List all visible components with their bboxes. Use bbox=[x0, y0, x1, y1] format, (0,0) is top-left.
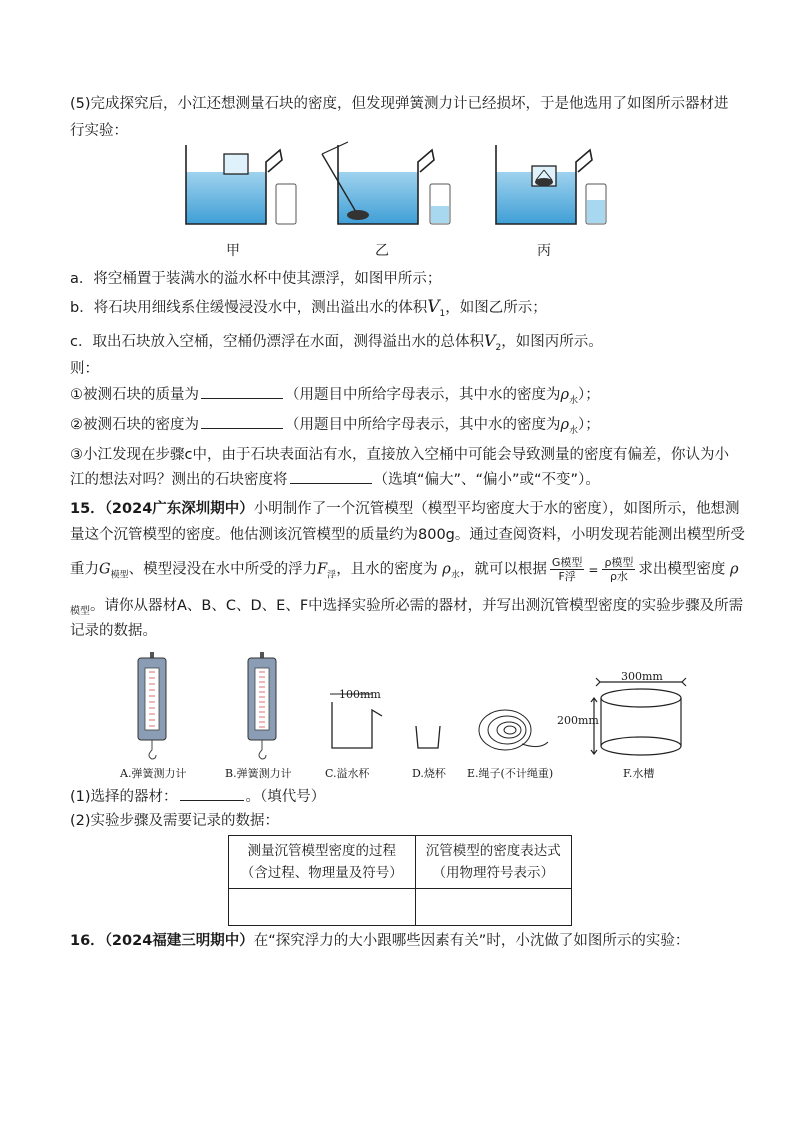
apparatus-label-b: B.弹簧测力计 bbox=[225, 767, 292, 780]
part5-intro-line2: 行实验： bbox=[70, 123, 128, 139]
question-2: ②被测石块的密度为 （用题目中所给字母表示，其中水的密度为$\rho_水$）； bbox=[70, 414, 600, 442]
apparatus-label-f: F.水槽 bbox=[623, 767, 655, 780]
step-c: c．取出石块放入空桶，空桶仍漂浮在水面，测得溢出水的总体积$V_2$，如图丙所示。 bbox=[70, 331, 603, 353]
rope-coil-icon bbox=[479, 710, 548, 750]
q15-line2: 量这个沉管模型的密度。他估测该沉管模型的质量约为800g。通过查阅资料，小明发现若能测出模型所受 bbox=[70, 527, 745, 543]
q15-sub1: (1)选择的器材： 。（填代号） bbox=[70, 786, 325, 808]
cup-dimension: 100mm bbox=[339, 688, 381, 701]
question-1: ①被测石块的质量为 （用题目中所给字母表示，其中水的密度为$\rho_水$）； bbox=[70, 384, 600, 412]
q15-line5: 记录的数据。 bbox=[70, 623, 157, 639]
blank-3[interactable] bbox=[290, 469, 372, 484]
q15-sub2: (2)实验步骤及需要记录的数据： bbox=[70, 813, 280, 829]
blank-1[interactable] bbox=[201, 384, 283, 399]
table-header-expression: 沉管模型的密度表达式 （用物理符号表示） bbox=[415, 836, 571, 889]
water-tank-icon bbox=[591, 678, 686, 755]
figure-yi bbox=[322, 142, 450, 224]
apparatus-label-c: C.溢水杯 bbox=[325, 767, 370, 780]
figure-label-yi: 乙 bbox=[375, 243, 389, 259]
apparatus-figure bbox=[120, 650, 700, 768]
blank-2[interactable] bbox=[201, 414, 283, 429]
q16-line: 16．（2024福建三明期中）在“探究浮力的大小跟哪些因素有关”时，小沈做了如图所示的实验： bbox=[70, 933, 690, 949]
figure-jia bbox=[186, 145, 296, 224]
figure-bing bbox=[496, 145, 606, 224]
overflow-experiment-figure bbox=[180, 140, 620, 265]
step-a: a．将空桶置于装满水的溢水杯中使其漂浮，如图甲所示； bbox=[70, 271, 442, 287]
question-3-line1: ③小江发现在步骤c中，由于石块表面沾有水，直接放入空桶中可能会导致测量的密度有偏差，你认为小 bbox=[70, 447, 729, 463]
equipment-blank[interactable] bbox=[180, 786, 244, 801]
spring-scale-b-icon bbox=[248, 652, 276, 759]
tank-width-dimension: 300mm bbox=[621, 670, 663, 683]
q15-line1: 15．（2024广东深圳期中）小明制作了一个沉管模型（模型平均密度大于水的密度），如图所示，他想测 bbox=[70, 501, 740, 517]
figure-label-bing: 丙 bbox=[537, 243, 551, 259]
record-table bbox=[228, 835, 572, 926]
fraction-g-over-f: $\frac{\text{G模型}}{\text{F浮}}$ bbox=[551, 556, 583, 583]
spring-scale-a-icon bbox=[138, 652, 166, 759]
step-b: b．将石块用细线系住缓慢浸没水中，测出溢出水的体积$V_1$，如图乙所示； bbox=[70, 297, 547, 319]
fraction-rho-ratio: $\frac{\text{ρ模型}}{\text{ρ水}}$ bbox=[604, 556, 634, 583]
q15-line3: 重力$G_{模型}$、模型浸没在水中所受的浮力$F_浮$，且水的密度为 $\rho_水$，就可以根据 $\frac{\text{G模型}}{\text{F浮}}$ = $\frac{\text{ρ模型}}{\text{ρ水}}$ 求出模型密度 ρ bbox=[70, 556, 739, 583]
q15-line4: $_{模型}$。请你从器材A、B、C、D、E、F中选择实验所必需的器材，并写出测沉管模型密度的实验步骤及所需 bbox=[70, 598, 744, 617]
table-header-process: 测量沉管模型密度的过程 （含过程、物理量及符号） bbox=[229, 836, 416, 889]
question-3-line2: 江的想法对吗？测出的石块密度将 （选填“偏大”、“偏小”或“不变”）。 bbox=[70, 469, 600, 491]
part5-intro-line1: (5)完成探究后，小江还想测量石块的密度，但发现弹簧测力计已经损坏，于是他选用了如图所示器材进 bbox=[70, 96, 729, 112]
apparatus-label-a: A.弹簧测力计 bbox=[120, 767, 187, 780]
tank-height-dimension: 200mm bbox=[557, 714, 599, 727]
table-cell-process[interactable] bbox=[229, 889, 416, 926]
apparatus-label-d: D.烧杯 bbox=[412, 767, 446, 780]
then-label: 则： bbox=[70, 361, 99, 377]
apparatus-label-e: E.绳子(不计绳重) bbox=[467, 767, 554, 780]
overflow-cup-icon bbox=[330, 694, 382, 748]
table-cell-expression[interactable] bbox=[415, 889, 571, 926]
beaker-icon bbox=[416, 726, 440, 748]
figure-label-jia: 甲 bbox=[226, 243, 240, 259]
